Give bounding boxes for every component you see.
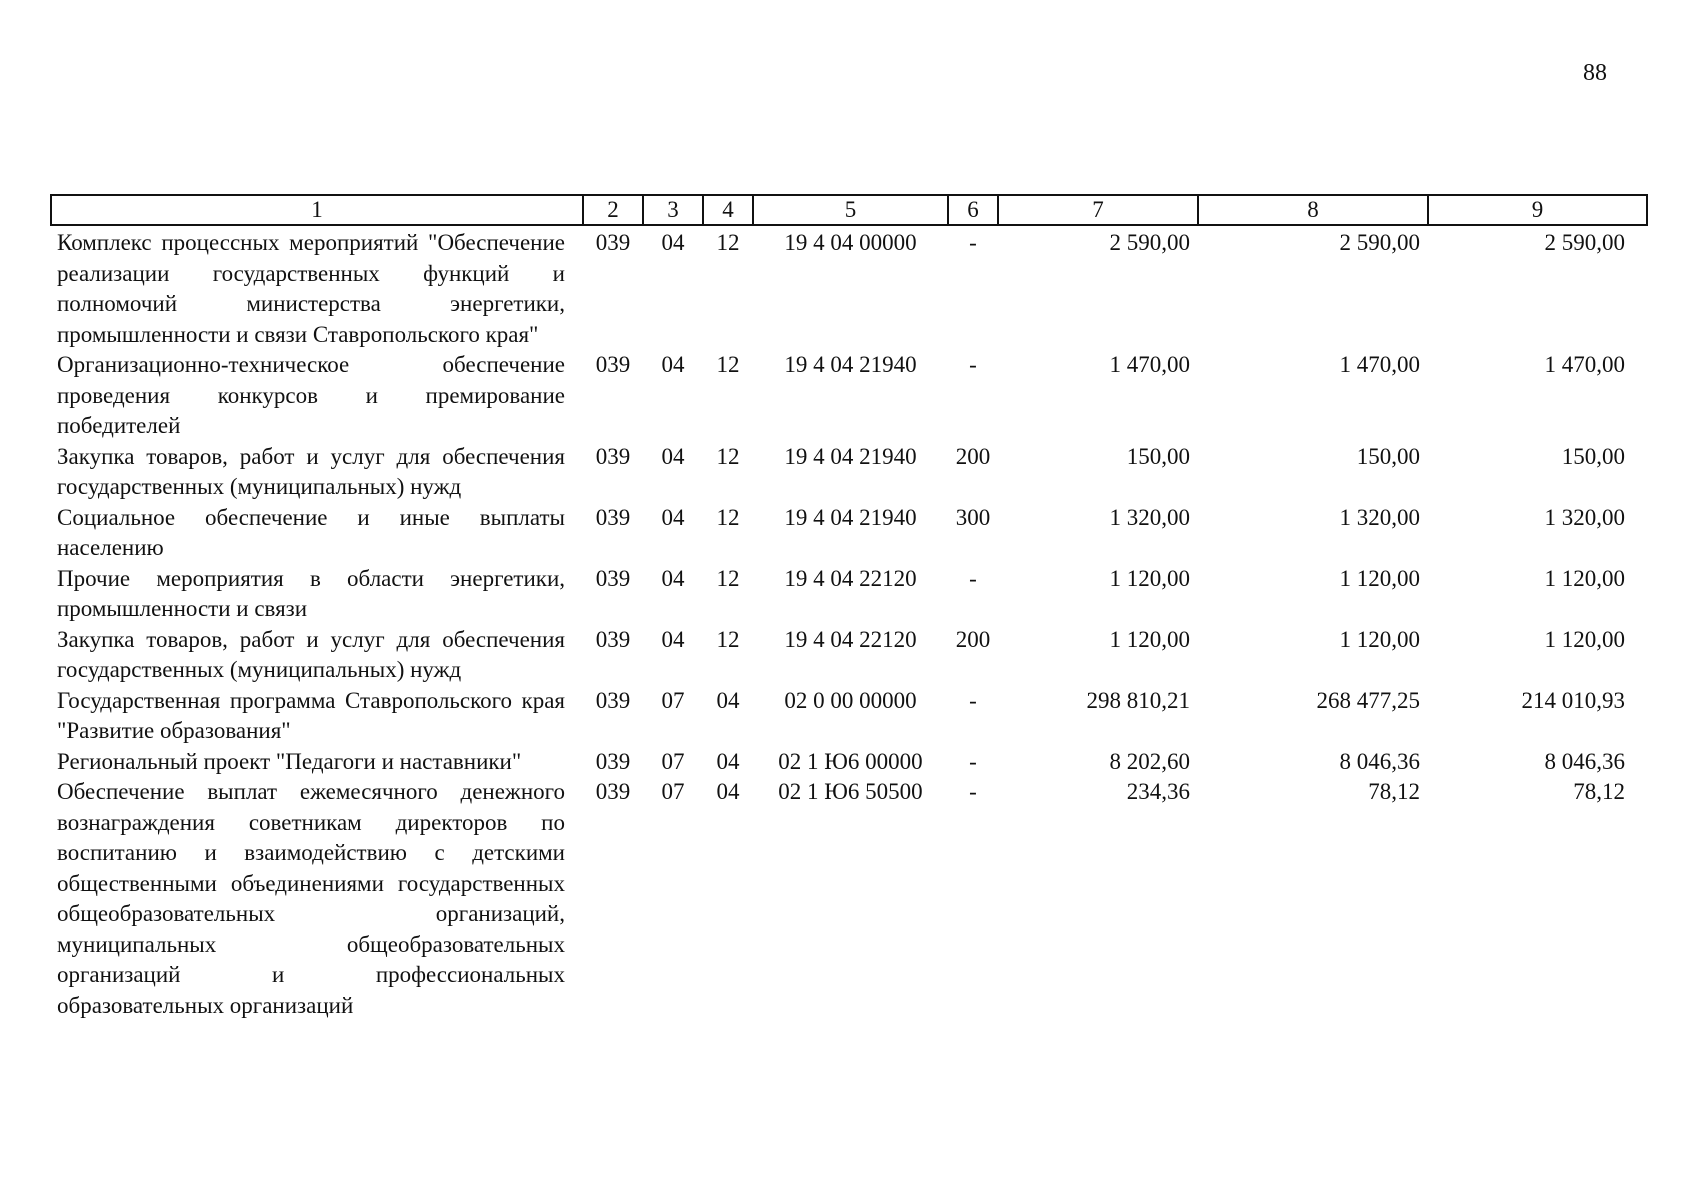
row-name-cell: Закупка товаров, работ и услуг для обеспечения государственных (муниципальных) нужд (57, 443, 565, 499)
table-row (51, 564, 1647, 625)
column-header-1: 1 (51, 195, 583, 225)
expense-type-cell: 200 (955, 626, 991, 652)
row-name-cell: Государственная программа Ставропольского края "Развитие образования" (57, 687, 565, 743)
subsection-code-cell: 04 (716, 779, 740, 804)
expense-type-cell: 300 (955, 504, 991, 530)
budget-table (50, 194, 1648, 1021)
amount-col8-cell: 1 470,00 (1339, 352, 1420, 377)
subsection-code-cell: 04 (716, 687, 740, 713)
expense-type-cell: - (969, 779, 977, 804)
column-header-3: 3 (643, 195, 703, 225)
subsection-code-cell: 12 (716, 504, 740, 530)
table-row (51, 747, 1647, 778)
table-row (51, 350, 1647, 442)
subsection-code-cell: 12 (716, 230, 740, 255)
row-name-cell: Социальное обеспечение и иные выплаты населению (57, 504, 565, 560)
amount-col7-cell: 1 120,00 (1109, 626, 1190, 652)
target-article-cell: 02 1 Ю6 50500 (778, 779, 923, 804)
target-article-cell: 02 1 Ю6 00000 (778, 748, 923, 774)
table-row (51, 503, 1647, 564)
amount-col8-cell: 1 320,00 (1339, 504, 1420, 530)
ministry-code-cell: 039 (595, 443, 631, 469)
expense-type-cell: - (969, 352, 977, 377)
ministry-code-cell: 039 (595, 687, 631, 713)
section-code-cell: 07 (661, 779, 685, 804)
target-article-cell: 19 4 04 21940 (784, 443, 917, 469)
ministry-code-cell: 039 (595, 352, 631, 377)
ministry-code-cell: 039 (595, 504, 631, 530)
amount-col9-cell: 78,12 (1573, 779, 1625, 804)
ministry-code-cell: 039 (595, 230, 631, 255)
amount-col9-cell: 2 590,00 (1544, 230, 1625, 255)
amount-col7-cell: 1 120,00 (1109, 565, 1190, 591)
amount-col8-cell: 8 046,36 (1339, 748, 1420, 774)
amount-col7-cell: 298 810,21 (1086, 687, 1190, 713)
amount-col9-cell: 1 120,00 (1544, 565, 1625, 591)
expense-type-cell: - (969, 565, 977, 591)
ministry-code-cell: 039 (595, 748, 631, 774)
table-row (51, 225, 1647, 350)
row-name-cell: Прочие мероприятия в области энергетики, промышленности и связи (57, 565, 565, 621)
column-header-7: 7 (998, 195, 1198, 225)
section-code-cell: 04 (661, 230, 685, 255)
subsection-code-cell: 12 (716, 626, 740, 652)
row-name-cell: Организационно-техническое обеспечение проведения конкурсов и премирование победителей (57, 352, 565, 438)
subsection-code-cell: 04 (716, 748, 740, 774)
table-row (51, 686, 1647, 747)
amount-col8-cell: 268 477,25 (1316, 687, 1420, 713)
column-header-4: 4 (703, 195, 753, 225)
ministry-code-cell: 039 (595, 565, 631, 591)
section-code-cell: 04 (661, 443, 685, 469)
target-article-cell: 19 4 04 22120 (784, 565, 917, 591)
target-article-cell: 19 4 04 21940 (784, 504, 917, 530)
amount-col8-cell: 150,00 (1356, 443, 1420, 469)
section-code-cell: 07 (661, 748, 685, 774)
header-row (51, 195, 1647, 225)
subsection-code-cell: 12 (716, 443, 740, 469)
column-header-5: 5 (753, 195, 948, 225)
page-number: 88 (1583, 60, 1607, 86)
row-name-cell: Региональный проект "Педагоги и наставники" (57, 748, 522, 774)
amount-col9-cell: 1 320,00 (1544, 504, 1625, 530)
subsection-code-cell: 12 (716, 565, 740, 591)
amount-col7-cell: 234,36 (1126, 779, 1190, 804)
row-name-cell: Обеспечение выплат ежемесячного денежного вознаграждения советникам директоров по воспитанию и взаимодействию с детскими общественными объединениями государственных общеобразовательных организаций, муниципальных общеобразовательных организаций и профессиональных образовательных организаций (57, 779, 565, 1018)
amount-col7-cell: 1 320,00 (1109, 504, 1190, 530)
amount-col8-cell: 2 590,00 (1339, 230, 1420, 255)
table-header (51, 195, 1647, 225)
table-row (51, 442, 1647, 503)
expense-type-cell: - (969, 230, 977, 255)
table-body (51, 225, 1647, 1021)
column-header-2: 2 (583, 195, 643, 225)
target-article-cell: 19 4 04 21940 (784, 352, 917, 377)
section-code-cell: 07 (661, 687, 685, 713)
target-article-cell: 19 4 04 22120 (784, 626, 917, 652)
expense-type-cell: 200 (955, 443, 991, 469)
amount-col8-cell: 1 120,00 (1339, 565, 1420, 591)
expense-type-cell: - (969, 687, 977, 713)
amount-col7-cell: 150,00 (1126, 443, 1190, 469)
row-name-cell: Закупка товаров, работ и услуг для обеспечения государственных (муниципальных) нужд (57, 626, 565, 682)
amount-col9-cell: 150,00 (1561, 443, 1625, 469)
ministry-code-cell: 039 (595, 779, 631, 804)
column-header-6: 6 (948, 195, 998, 225)
amount-col9-cell: 1 470,00 (1544, 352, 1625, 377)
table-row (51, 777, 1647, 1021)
amount-col9-cell: 214 010,93 (1521, 687, 1625, 713)
ministry-code-cell: 039 (595, 626, 631, 652)
row-name-cell: Комплекс процессных мероприятий "Обеспечение реализации государственных функций и полномочий министерства энергетики, промышленности и связи Ставропольского края" (57, 230, 565, 347)
column-header-8: 8 (1198, 195, 1428, 225)
amount-col9-cell: 8 046,36 (1544, 748, 1625, 774)
target-article-cell: 19 4 04 00000 (784, 230, 917, 255)
section-code-cell: 04 (661, 565, 685, 591)
subsection-code-cell: 12 (716, 352, 740, 377)
table-row (51, 625, 1647, 686)
column-header-9: 9 (1428, 195, 1647, 225)
amount-col7-cell: 2 590,00 (1109, 230, 1190, 255)
section-code-cell: 04 (661, 626, 685, 652)
amount-col9-cell: 1 120,00 (1544, 626, 1625, 652)
amount-col7-cell: 8 202,60 (1109, 748, 1190, 774)
amount-col8-cell: 78,12 (1368, 779, 1420, 804)
target-article-cell: 02 0 00 00000 (784, 687, 917, 713)
expense-type-cell: - (969, 748, 977, 774)
amount-col8-cell: 1 120,00 (1339, 626, 1420, 652)
amount-col7-cell: 1 470,00 (1109, 352, 1190, 377)
section-code-cell: 04 (661, 504, 685, 530)
section-code-cell: 04 (661, 352, 685, 377)
